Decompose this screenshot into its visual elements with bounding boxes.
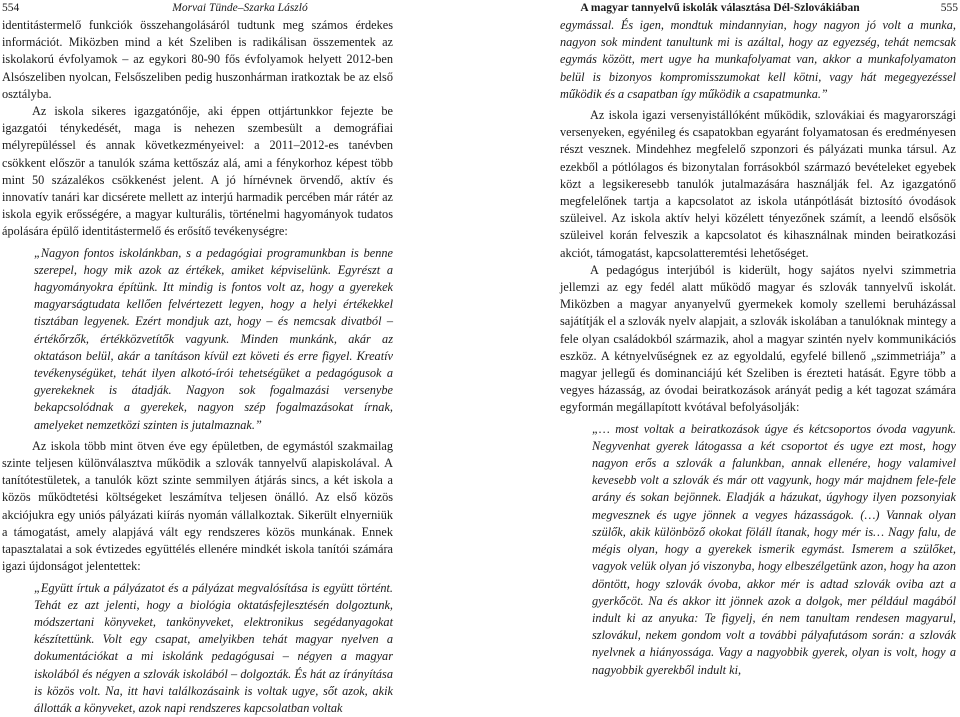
right-column [560, 17, 956, 679]
paragraph: identitástermelő funkciók összehangolásáról tudtunk meg számos érdekes információt. Miközben mind a két Szeliben is radikálisan összementek az iskolakorú évfolyamok – az egykori 80-90 fős évfolyamok helyett 2012-ben Alsószeliben nyolcan, Felsőszeliben pedig huszonhárman iratkoztak be az első osztályba. [2, 17, 393, 103]
paragraph: A pedagógus interjúból is kiderült, hogy sajátos nyelvi szimmetria jellemzi az egy fedél alatt működő magyar és szlovák tannyelvű iskolát. Miközben a magyar anyanyelvű gyermekek komoly szellemi beruházással sajátítják el a szlovák nyelv alapjait, a szlovák iskolában a tanulóknak mintegy a fele olyan családokból származik, ahol a magyar szintén nyelv kommunikációs eszköz. A kétnyelvűségnek ez az egyoldalú, egyfelé billenő „szimmetriája” a magyar jellegű és dominanciájú két Szeliben is érezteti hatását. Egyre több a vegyes házasság, az óvodai beiratkozások arányát pedig a két tagozat számára egyformán megállapított kvótával befolyásolják: [560, 262, 956, 417]
interview-quote: „Nagyon fontos iskolánkban, s a pedagógiai programunkban is benne szerepel, hogy mik azok az értékek, amiket képviselünk. Egyrészt a hagyományokra építünk. Itt mindig is fontos volt az, hogy a gyerekek magyarságtudata kellően felvértezett legyen, hogy a helyi értékekkel tisztában legyenek. Ezért mondjuk azt, hogy – és nemcsak divatból – értékőrzők, értékközvetítők vagyunk. Minden munkánk, akár az oktatáson belül, akár a tanításon kívül ezt követi és erre figyel. Kreatív tevékenységüket, tehát ilyen alkotó-írói tehetségüket a pedagógusok a gyerekeknek is átadják. Nagyon sok fogalmazási versenybe bekapcsolódnak a gyerekek, nagyon szép fogalmazásokat írnak, amelyeket nemzetközi szinten is jutalmaznak.” [34, 245, 393, 434]
interview-quote: „… most voltak a beiratkozások úgye és kétcsoportos óvoda vagyunk. Negyvenhat gyerek látogassa a két csoportot és ugye ezt most, hogy nagyon erős a szlovák a falunkban, annak ellenére, hogy valamivel kevesebb volt a szlovák és már ott vagyunk, hogy már majdnem fele-fele arány és sokan bejönnek. Eladják a házukat, úgyhogy ilyen pozsonyiak megvesznek és ugye jönnek a vegyes házasságok. (…) Vannak olyan szülők, akik különböző okokat föláll ítanak, hogy mér is… Nagy falu, de mégis olyan, hogy a gyerekek ismerik egymást. Ismerem a szülőket, vagyok velük olyan jó viszonyba, hogy elbeszélgetünk azon, hogy ha azon döntött, hogy szlovák óvoba, akkor mér is adtad szlovák oviba azt a gyerkőcöt. Na és akkor itt jönnek azok a dolgok, mer például magából indult ki az anyuka: Te figyelj, én nem tanultam rendesen magyarul, szlovákul, nekem gondom volt a további pályafutásom során: a szlovák nyelvnek a hiányossága. Vagy a nagyobbik gyerek, olyan is volt, hogy a nagyobbik gyerekből indult ki, [592, 421, 956, 679]
page-number-right: 555 [941, 1, 958, 15]
running-title-article: A magyar tannyelvű iskolák választása Dél-Szlovákiában [480, 1, 960, 15]
paragraph: Az iskola több mint ötven éve egy épületben, de egymástól szakmailag szinte teljesen különválasztva működik a szlovák tannyelvű alapiskolával. A tanítótestületek, a tanulók közt szinte semmilyen átjárás sincs, a két iskola a közös működtetési költségeket leszámítva teljesen önálló. Az első közös akciójukra egy uniós pályázati kiírás nyomán vállalkoztak. Sikerült elnyerniük a támogatást, amely alapjává vált egy rendszeres közös munkának. Ennek tapasztalatai a sok évtizedes együttélés ellenére mindkét iskola tanítói számára igazi újdonságot jelentettek: [2, 438, 393, 576]
running-title-authors: Morvai Tünde–Szarka László [0, 1, 480, 15]
interview-quote: „Együtt írtuk a pályázatot és a pályázat megvalósítása is együtt történt. Tehát ez azt jelenti, hogy a biológia oktatásfejlesztésén dolgoztunk, módszertani könyveket, tankönyveket, elektronikus segédanyagokat készítettünk. Volt egy csapat, amelyikben tehát magyar nyelven a dokumentációkat a mi iskolánk pedagógusai – négyen a magyar iskolából és négyen a szlovák iskolából – dolgozták. És hát az írányítása is közös volt. Na, itt havi találkozásaink is voltak ugye, sőt azok, akik állották a könyveket, azok napi rendszeres kapcsolatban voltak [34, 580, 393, 717]
left-column [2, 17, 393, 717]
interview-quote-continued: egymással. És igen, mondtuk mindannyian, hogy nagyon jó volt a munka, nagyon sok mindent tanultunk mi is azáltal, hogy az egyezség, tehát nemcsak egymás között, mert ugye ha munkafolyamat van, akkor a munkafolyamaton belül is bizonyos kompromisszumokat kell kötni, vagy hát megegyezéssel működik és a csapatban így működik a csapatmunka.” [560, 17, 956, 103]
paragraph: Az iskola sikeres igazgatónője, aki éppen ottjártunkkor fejezte be igazgatói ténykedését, maga is nehezen szembesült a demográfiai mélyrepüléssel és annak következményeivel: a 2011–2012-es tanévben csökkent először a tanulók száma kettőszáz alá, ami a fénykorhoz képest több mint 50 százalékos csökkenést jelent. A jó hírnévnek örvendő, aktív és innovatív tanári kar dicséretе mellett az interjú harmadik percében már rátér az iskola egyik erősségére, a magyar kulturális, történelmi hagyományok tudatos ápolására épülő identitástermelő és erősítő tevékenységre: [2, 103, 393, 241]
page-number-left: 554 [2, 1, 19, 15]
paragraph: Az iskola igazi versenyistállóként működik, szlovákiai és magyarországi versenyeken, egyénileg és csapatokban egyaránt folyamatosan és eredményesen részt vesznek. Mindehhez megfelelő szponzori és pályázati munka társul. Az ezekből a pótlólagos és bizonytalan forrásokból származó bevételeket egyebek közt a legsikeresebb tanulók jutalmazására használják fel. Az igazgatónő megfelelőnek tartja a kapcsolatot az iskola utánpótlását biztosító óvodások szüleivel. Az iskola aktív helyi közélett tényezőnek számít, a leendő elsősök szüleivel korán felveszik a kapcsolatot és kihasználnak minden beiratkozási akciót, támogatást, kapcsolatteremtési lehetőséget. [560, 107, 956, 262]
running-header [0, 0, 960, 16]
